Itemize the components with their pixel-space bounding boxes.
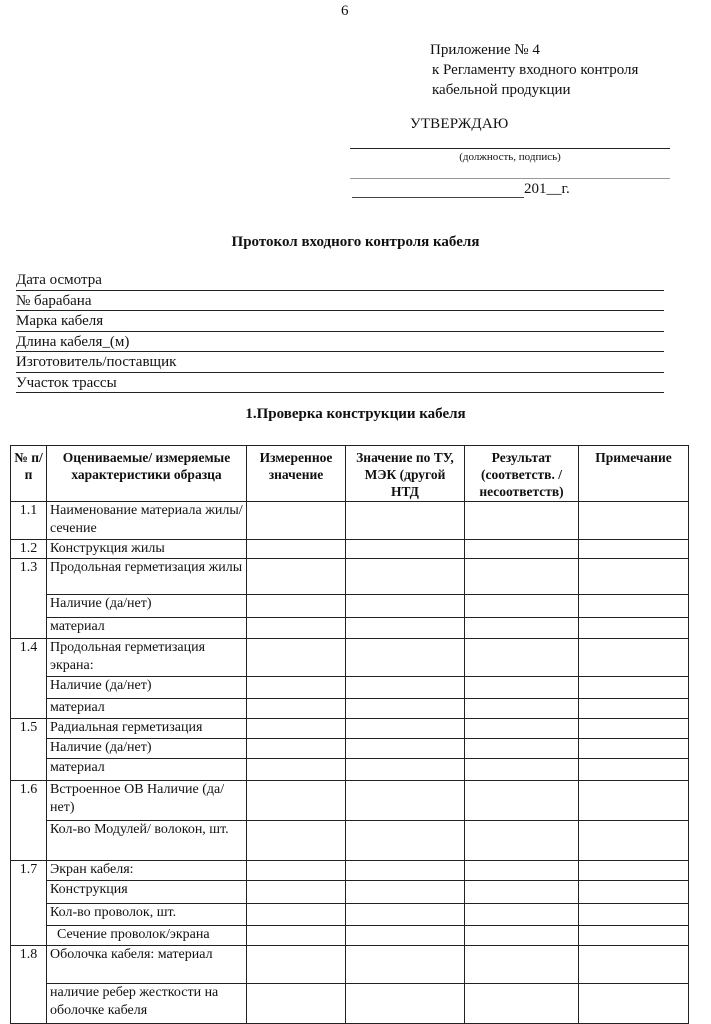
cell-standard[interactable]	[346, 984, 465, 1024]
row-number: 1.5	[11, 719, 47, 781]
cell-measured[interactable]	[247, 639, 346, 677]
cell-standard[interactable]	[346, 781, 465, 821]
cell-standard[interactable]	[346, 821, 465, 861]
cell-measured[interactable]	[247, 719, 346, 739]
cell-result[interactable]	[465, 861, 579, 881]
row-characteristic: Сечение проволок/экрана	[47, 926, 247, 946]
inspection-table	[10, 445, 689, 1024]
row-number: 1.1	[11, 502, 47, 540]
cell-measured[interactable]	[247, 926, 346, 946]
cell-note[interactable]	[579, 559, 689, 595]
field-route-section[interactable]: Участок трассы	[16, 373, 664, 394]
row-characteristic: Оболочка кабеля: материал	[47, 946, 247, 984]
cell-result[interactable]	[465, 759, 579, 781]
row-characteristic: Кол-во проволок, шт.	[47, 904, 247, 926]
table-row	[11, 781, 689, 821]
field-inspection-date[interactable]: Дата осмотра	[16, 270, 664, 291]
row-characteristic: Встроенное ОВ Наличие (да/нет)	[47, 781, 247, 821]
appendix-line-2: к Регламенту входного контроля	[432, 62, 639, 78]
row-characteristic: материал	[47, 699, 247, 719]
row-characteristic: Наличие (да/нет)	[47, 595, 247, 618]
table-row	[11, 946, 689, 984]
header-fields	[16, 270, 664, 393]
table-row	[11, 618, 689, 639]
row-characteristic: материал	[47, 618, 247, 639]
cell-result[interactable]	[465, 881, 579, 904]
row-characteristic: материал	[47, 759, 247, 781]
table-row	[11, 699, 689, 719]
row-characteristic: наличие ребер жесткости на оболочке кабеля	[47, 984, 247, 1024]
row-characteristic: Продольная герметизация жилы	[47, 559, 247, 595]
cell-note[interactable]	[579, 502, 689, 540]
document-title: Протокол входного контроля кабеля	[231, 234, 480, 250]
row-characteristic: Экран кабеля:	[47, 861, 247, 881]
table-row	[11, 926, 689, 946]
cell-measured[interactable]	[247, 781, 346, 821]
cell-note[interactable]	[579, 618, 689, 639]
cell-note[interactable]	[579, 699, 689, 719]
cell-note[interactable]	[579, 639, 689, 677]
signature-line	[350, 148, 670, 149]
row-number: 1.3	[11, 559, 47, 639]
cell-measured[interactable]	[247, 984, 346, 1024]
row-characteristic: Конструкция	[47, 881, 247, 904]
cell-note[interactable]	[579, 984, 689, 1024]
cell-result[interactable]	[465, 618, 579, 639]
cell-standard[interactable]	[346, 904, 465, 926]
cell-result[interactable]	[465, 904, 579, 926]
table-row	[11, 861, 689, 881]
cell-measured[interactable]	[247, 595, 346, 618]
signature-caption: (должность, подпись)	[459, 151, 561, 163]
section-title: 1.Проверка конструкции кабеля	[245, 406, 466, 422]
cell-result[interactable]	[465, 926, 579, 946]
cell-result[interactable]	[465, 502, 579, 540]
approval-year: 201__г.	[524, 181, 570, 197]
table-row	[11, 595, 689, 618]
table-row	[11, 559, 689, 595]
cell-result[interactable]	[465, 946, 579, 984]
header-result: Результат (соответств. /несоответств)	[465, 446, 579, 502]
table-row	[11, 821, 689, 861]
cell-standard[interactable]	[346, 618, 465, 639]
cell-note[interactable]	[579, 677, 689, 699]
header-characteristic: Оцениваемые/ измеряемые характеристики образца	[47, 446, 247, 502]
cell-measured[interactable]	[247, 904, 346, 926]
cell-measured[interactable]	[247, 759, 346, 781]
cell-standard[interactable]	[346, 559, 465, 595]
table-row	[11, 984, 689, 1024]
signature-divider	[350, 178, 670, 179]
cell-measured[interactable]	[247, 502, 346, 540]
cell-standard[interactable]	[346, 677, 465, 699]
cell-measured[interactable]	[247, 821, 346, 861]
row-number: 1.2	[11, 540, 47, 559]
cell-note[interactable]	[579, 861, 689, 881]
field-manufacturer[interactable]: Изготовитель/поставщик	[16, 352, 664, 373]
cell-note[interactable]	[579, 821, 689, 861]
cell-standard[interactable]	[346, 739, 465, 759]
page-number: 6	[341, 3, 349, 19]
appendix-line-3: кабельной продукции	[432, 82, 571, 98]
cell-result[interactable]	[465, 540, 579, 559]
cell-note[interactable]	[579, 781, 689, 821]
cell-note[interactable]	[579, 719, 689, 739]
cell-result[interactable]	[465, 595, 579, 618]
cell-standard[interactable]	[346, 540, 465, 559]
cell-standard[interactable]	[346, 759, 465, 781]
row-characteristic: Наименование материала жилы/сечение	[47, 502, 247, 540]
cell-measured[interactable]	[247, 677, 346, 699]
table-row	[11, 540, 689, 559]
header-note: Примечание	[579, 446, 689, 502]
table-header-row	[11, 446, 689, 502]
cell-standard[interactable]	[346, 639, 465, 677]
cell-result[interactable]	[465, 639, 579, 677]
cell-measured[interactable]	[247, 699, 346, 719]
cell-standard[interactable]	[346, 719, 465, 739]
cell-standard[interactable]	[346, 881, 465, 904]
cell-note[interactable]	[579, 595, 689, 618]
row-characteristic: Наличие (да/нет)	[47, 739, 247, 759]
field-cable-brand[interactable]: Марка кабеля	[16, 311, 664, 332]
header-standard: Значение по ТУ, МЭК (другой НТД	[346, 446, 465, 502]
cell-result[interactable]	[465, 559, 579, 595]
cell-note[interactable]	[579, 739, 689, 759]
cell-measured[interactable]	[247, 881, 346, 904]
cell-standard[interactable]	[346, 502, 465, 540]
appendix-block	[430, 40, 638, 100]
cell-measured[interactable]	[247, 946, 346, 984]
cell-measured[interactable]	[247, 540, 346, 559]
table-row	[11, 719, 689, 739]
row-number: 1.7	[11, 861, 47, 946]
cell-measured[interactable]	[247, 618, 346, 639]
cell-result[interactable]	[465, 677, 579, 699]
cell-note[interactable]	[579, 904, 689, 926]
cell-note[interactable]	[579, 759, 689, 781]
header-measured: Измеренное значение	[247, 446, 346, 502]
cell-result[interactable]	[465, 699, 579, 719]
cell-standard[interactable]	[346, 699, 465, 719]
cell-result[interactable]	[465, 781, 579, 821]
date-blank	[352, 183, 524, 198]
row-number: 1.4	[11, 639, 47, 719]
cell-note[interactable]	[579, 881, 689, 904]
table-row	[11, 904, 689, 926]
table-row	[11, 739, 689, 759]
table-row	[11, 502, 689, 540]
cell-measured[interactable]	[247, 559, 346, 595]
row-number: 1.8	[11, 946, 47, 1024]
cell-result[interactable]	[465, 984, 579, 1024]
cell-standard[interactable]	[346, 946, 465, 984]
cell-standard[interactable]	[346, 595, 465, 618]
cell-note[interactable]	[579, 926, 689, 946]
row-characteristic: Кол-во Модулей/ волокон, шт.	[47, 821, 247, 861]
cell-result[interactable]	[465, 821, 579, 861]
table-row	[11, 881, 689, 904]
cell-result[interactable]	[465, 739, 579, 759]
row-number: 1.6	[11, 781, 47, 861]
cell-result[interactable]	[465, 719, 579, 739]
appendix-line-1: Приложение № 4	[430, 42, 540, 58]
table-row	[11, 759, 689, 781]
table-row	[11, 639, 689, 677]
approval-date	[352, 181, 570, 198]
field-drum-number[interactable]: № барабана	[16, 291, 664, 312]
cell-note[interactable]	[579, 540, 689, 559]
row-characteristic: Конструкция жилы	[47, 540, 247, 559]
table-row	[11, 677, 689, 699]
row-characteristic: Продольная герметизация экрана:	[47, 639, 247, 677]
header-num: № п/п	[11, 446, 47, 502]
row-characteristic: Наличие (да/нет)	[47, 677, 247, 699]
row-characteristic: Радиальная герметизация	[47, 719, 247, 739]
cell-standard[interactable]	[346, 926, 465, 946]
cell-standard[interactable]	[346, 861, 465, 881]
approval-title: УТВЕРЖДАЮ	[410, 116, 509, 132]
field-cable-length[interactable]: Длина кабеля_(м)	[16, 332, 664, 353]
cell-measured[interactable]	[247, 739, 346, 759]
cell-measured[interactable]	[247, 861, 346, 881]
cell-note[interactable]	[579, 946, 689, 984]
